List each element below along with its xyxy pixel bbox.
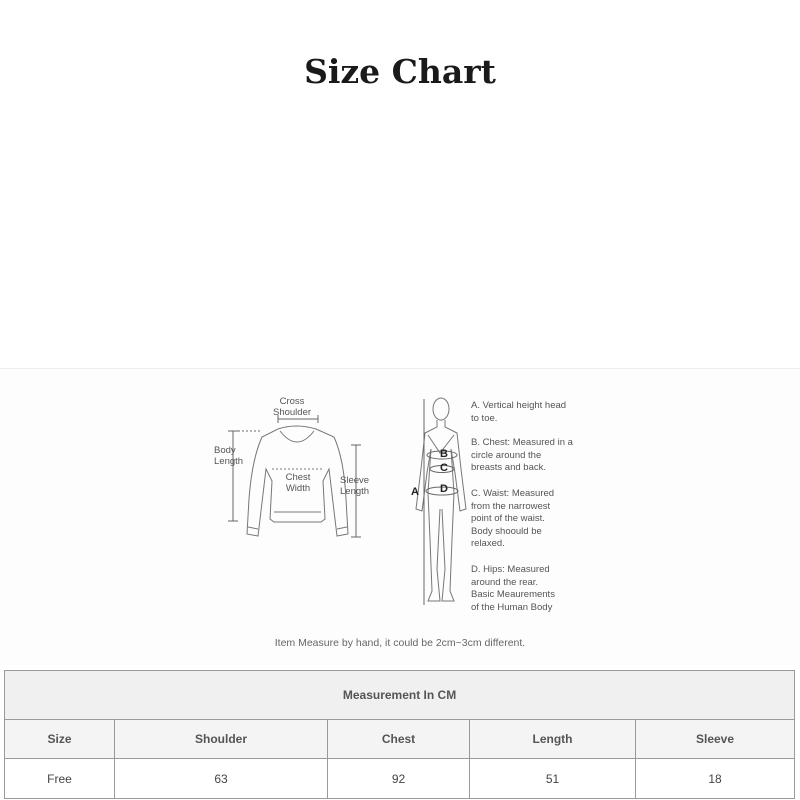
cell-shoulder: 63 xyxy=(115,759,328,799)
chest-width-label: Chest Width xyxy=(285,472,311,494)
table-header-row xyxy=(5,720,795,759)
measurement-diagram xyxy=(0,369,800,665)
sleeve-length-label: Sleeve Length xyxy=(340,475,370,497)
letter-a: A xyxy=(411,486,419,498)
cross-shoulder-label: Cross Shoulder xyxy=(272,396,312,418)
cell-length: 51 xyxy=(470,759,636,799)
description-b: B. Chest: Measured in a circle around the breasts and back. xyxy=(471,437,573,473)
cell-chest: 92 xyxy=(328,759,470,799)
description-c: C. Waist: Measured from the narrowest point of the waist. Body shoould be relaxed. xyxy=(471,488,555,549)
page-title: Size Chart xyxy=(304,52,496,91)
body-length-label: Body Length xyxy=(214,445,244,467)
size-table xyxy=(4,670,795,799)
table-row xyxy=(5,759,795,799)
table-caption: Measurement In CM xyxy=(5,671,795,720)
description-d: D. Hips: Measured around the rear. Basic Meaurements of the Human Body xyxy=(471,564,555,613)
column-header-size: Size xyxy=(5,720,115,759)
cell-size: Free xyxy=(5,759,115,799)
column-header-chest: Chest xyxy=(328,720,470,759)
description-a: A. Vertical height head to toe. xyxy=(471,400,567,424)
letter-b: B xyxy=(440,448,448,460)
letter-d: D xyxy=(440,483,448,495)
measure-note: Item Measure by hand, it could be 2cm~3cm different. xyxy=(274,637,526,649)
column-header-length: Length xyxy=(470,720,636,759)
column-header-shoulder: Shoulder xyxy=(115,720,328,759)
letter-c: C xyxy=(440,462,448,474)
column-header-sleeve: Sleeve xyxy=(636,720,795,759)
cell-sleeve: 18 xyxy=(636,759,795,799)
measurement-diagram-panel xyxy=(0,368,800,665)
